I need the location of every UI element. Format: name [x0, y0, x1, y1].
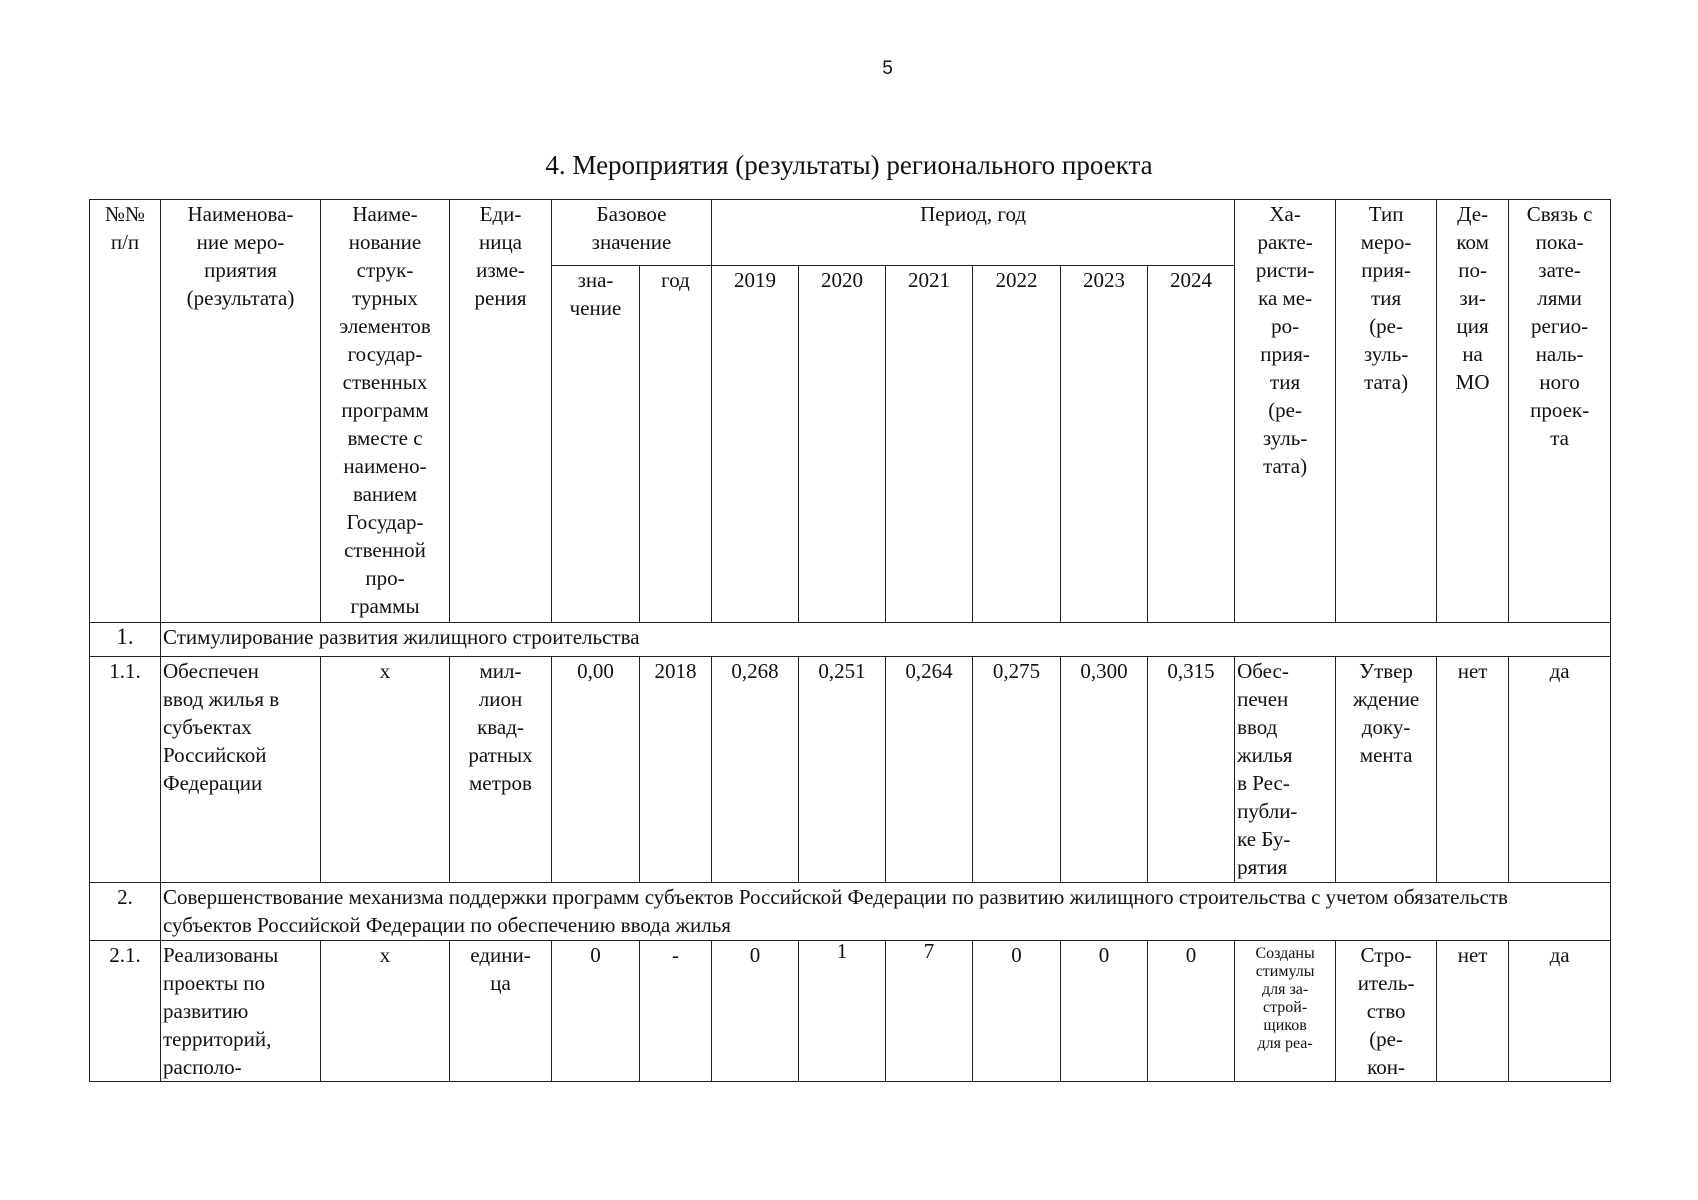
header-name: Наименова- ние меро- приятия (результата) [161, 200, 321, 623]
header-year-2019: 2019 [712, 266, 799, 623]
section-row-1 [90, 623, 1611, 657]
row-value-2024: 0 [1148, 941, 1235, 1082]
row-value-2019: 0 [712, 941, 799, 1082]
row-name: Реализованы проекты по развитию территорий, располо- [161, 941, 321, 1082]
row-base-year: - [640, 941, 712, 1082]
header-decomposition: Де- ком по- зи- ция на МО [1437, 200, 1509, 623]
row-decomposition: нет [1437, 941, 1509, 1082]
row-base-value: 0,00 [552, 657, 640, 883]
row-value-2021: 0,264 [886, 657, 973, 883]
row-struct: х [321, 657, 450, 883]
table-row [90, 657, 1611, 883]
header-base: Базовое значение [552, 200, 712, 266]
row-value-2021: 7 [886, 941, 973, 1082]
section-title: Стимулирование развития жилищного строительства [161, 623, 1611, 657]
row-character: Обес- печен ввод жилья в Рес- публи- ке Бу- рятия [1235, 657, 1336, 883]
row-type: Стро- итель- ство (ре- кон- [1336, 941, 1437, 1082]
row-value-2022: 0 [973, 941, 1061, 1082]
header-character: Ха- ракте- ристи- ка ме- ро- прия- тия (ре- зуль- тата) [1235, 200, 1336, 623]
row-unit: мил- лион квад- ратных метров [450, 657, 552, 883]
header-unit: Еди- ница изме- рения [450, 200, 552, 623]
row-value-2024: 0,315 [1148, 657, 1235, 883]
page-number: 5 [882, 58, 893, 79]
section-heading: 4. Мероприятия (результаты) регионального проекта [545, 150, 1153, 180]
header-base-year: год [640, 266, 712, 623]
row-num: 1.1. [90, 657, 161, 883]
header-year-2023: 2023 [1061, 266, 1148, 623]
row-value-2023: 0 [1061, 941, 1148, 1082]
row-base-year: 2018 [640, 657, 712, 883]
section-row-2 [90, 883, 1611, 941]
measures-table [89, 199, 1611, 1082]
table-row [90, 941, 1611, 1082]
section-num: 2. [90, 883, 161, 941]
row-value-2023: 0,300 [1061, 657, 1148, 883]
row-value-2019: 0,268 [712, 657, 799, 883]
row-value-2020: 0,251 [799, 657, 886, 883]
row-base-value: 0 [552, 941, 640, 1082]
row-struct: х [321, 941, 450, 1082]
row-value-2020: 1 [799, 941, 886, 1082]
header-link: Связь с пока- зате- лями регио- наль- ного проек- та [1509, 200, 1611, 623]
row-character: Созданы стимулы для за- строй- щиков для реа- [1235, 941, 1336, 1082]
header-num: №№ п/п [90, 200, 161, 623]
row-unit: едини- ца [450, 941, 552, 1082]
header-base-value: зна- чение [552, 266, 640, 623]
row-link: да [1509, 941, 1611, 1082]
header-type: Тип меро- прия- тия (ре- зуль- тата) [1336, 200, 1437, 623]
row-decomposition: нет [1437, 657, 1509, 883]
header-struct: Наиме- нование струк- турных элементов государ- ственных программ вместе с наимено- ванием Государ- ственной про- граммы [321, 200, 450, 623]
row-type: Утвер ждение доку- мента [1336, 657, 1437, 883]
header-year-2024: 2024 [1148, 266, 1235, 623]
header-period: Период, год [712, 200, 1235, 266]
row-name: Обеспечен ввод жилья в субъектах Российской Федерации [161, 657, 321, 883]
section-num: 1. [90, 623, 161, 657]
header-year-2022: 2022 [973, 266, 1061, 623]
row-value-2022: 0,275 [973, 657, 1061, 883]
row-num: 2.1. [90, 941, 161, 1082]
header-year-2021: 2021 [886, 266, 973, 623]
row-link: да [1509, 657, 1611, 883]
header-year-2020: 2020 [799, 266, 886, 623]
header-row-1 [90, 200, 1611, 266]
section-title: Совершенствование механизма поддержки программ субъектов Российской Федерации по развитию жилищного строительства с учетом обязательств субъектов Российской Федерации по обеспечению ввода жилья [161, 883, 1611, 941]
